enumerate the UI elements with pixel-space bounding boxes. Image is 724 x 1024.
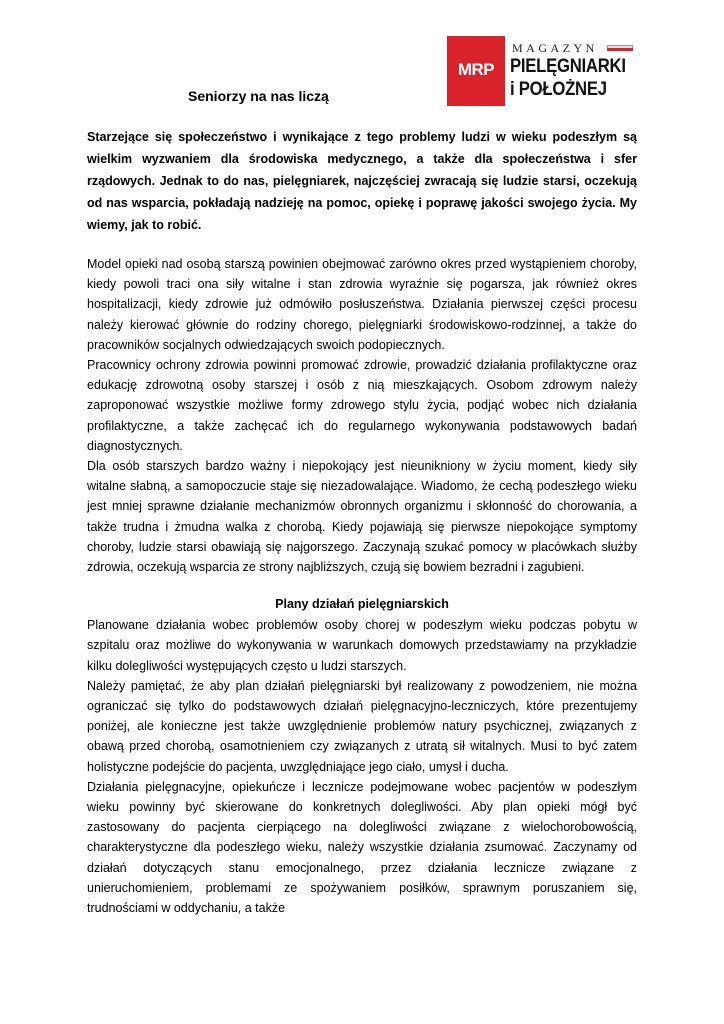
article-body [87,126,637,918]
paragraph: Należy pamiętać, że aby plan działań pielęgniarski był realizowany z powodzeniem, nie można ograniczać się tylko do podstawowych działań pielęgnacyjno-leczniczych, które prezentujemy poniżej, ale konieczne jest także uwzględnienie problemów natury psychicznej, związanych z obawą przed chorobą, osamotnieniem czy związanych z utratą sił witalnych. Musi to być zatem holistyczne podejście do pacjenta, uwzględniające jego ciało, umysł i ducha. [87,678,637,774]
magazine-logo [447,36,637,106]
logo-letters: MRP [457,60,495,79]
logo-magazyn: MAGAZYN [512,41,598,55]
paragraph: Pracownicy ochrony zdrowia powinni promować zdrowie, prowadzić działania profilaktyczne oraz edukację zdrowotną osoby starszej i osób z nią mieszkających. Osobom zdrowym należy zaproponować wszystkie możliwe formy zdrowego stylu życia, podjąć wobec nich działania profilaktyczne, a także zachęcać ich do regularnego wykonywania podstawowych badań diagnostycznych. [87,358,637,453]
paragraph: Model opieki nad osobą starszą powinien obejmować zarówno okres przed wystąpieniem choroby, kiedy powoli traci ona siły witalne i stan zdrowia wyraźnie się pogarsza, jak również okres hospitalizacji, kiedy zdrowie już odmówiło posłuszeństwa. Działania pierwszej części procesu należy kierować głównie do rodziny chorego, pielęgniarki środowiskowo-rodzinnej, a także do pracowników socjalnych odwiedzających swoich podopiecznych. [87,257,637,352]
logo-line1: PIELĘGNIARKI [510,56,626,77]
logo-line2: i POŁOŻNEJ [510,79,607,100]
flag-icon [607,45,633,51]
lead-paragraph: Starzejące się społeczeństwo i wynikające z tego problemy ludzi w wieku podeszłym są wielkim wyzwaniem dla środowiska medycznego, a także dla społeczeństwa i sfer rządowych. Jednak to do nas, pielęgniarek, najczęściej zwracają się ludzie starsi, oczekują od nas wsparcia, pokładają nadzieję na pomoc, opiekę i poprawę jakości swojego życia. My wiemy, jak to robić. [87,130,637,232]
paragraph: Działania pielęgnacyjne, opiekuńcze i lecznicze podejmowane wobec pacjentów w podeszłym wieku powinny być skierowane do konkretnych dolegliwości. Aby plan opieki mógł być zastosowany do pacjenta cierpiącego na dolegliwości związane z wielochorobowością, charakterystyczne dla podeszłego wieku, należy wszystkie działania zsumować. Zaczynamy od działań dotyczących stanu emocjonalnego, przez działania lecznicze związane z unieruchomieniem, problemami ze spożywaniem posiłków, sprawnym poruszaniem się, trudnościami w oddychaniu, a także [87,779,637,916]
paragraph: Planowane działania wobec problemów osoby chorej w podeszłym wieku podczas pobytu w szpitalu oraz możliwe do wykonywania w warunkach domowych przedstawiamy na przykładzie kilku dolegliwości występujących często u ludzi starszych. [87,618,637,673]
page-title: Seniorzy na nas liczą [188,88,329,104]
paragraph: Dla osób starszych bardzo ważny i niepokojący jest nieunikniony w życiu moment, kiedy siły witalne słabną, a samopoczucie staje się niezadowalające. Wiadomo, że cechą podeszłego wieku jest mniej sprawne działanie mechanizmów obronnych organizmu i skłonność do chorowania, a także trudna i żmudna walka z chorobą. Kiedy pojawiają się pierwsze niepokojące symptomy choroby, ludzie starsi obawiają się najgorszego. Zaczynają szukać pomocy w placówkach służby zdrowia, oczekują wsparcia ze strony najbliższych, czują się bowiem bezradni i zagubieni. [87,459,637,575]
section-heading: Plany działań pielęgniarskich [275,597,449,612]
